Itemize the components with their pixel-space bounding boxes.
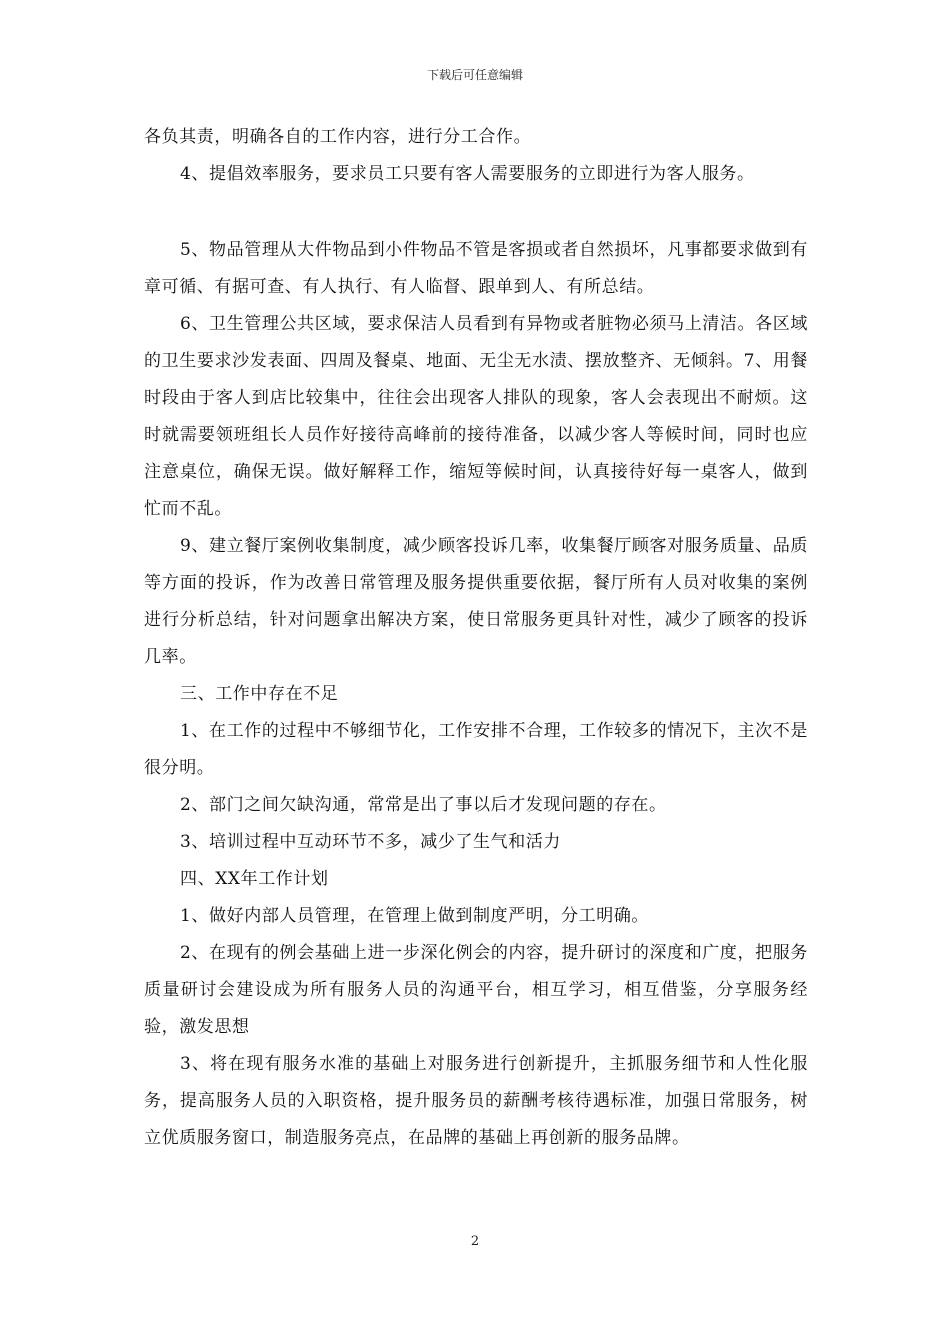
paragraph-shortcoming-3: 3、培训过程中互动环节不多，减少了生气和活力 xyxy=(180,832,562,852)
paragraph-item-4: 4、提倡效率服务，要求员工只要有客人需要服务的立即进行为客人服务。 xyxy=(180,164,755,184)
paragraph-item-9: 9、建立餐厅案例收集制度，减少顾客投诉几率，收集餐厅顾客对服务质量、品质等方面的投诉，作为改善日常管理及服务提供重要依据，餐厅所有人员对收集的案例进行分析总结，针对问题拿出解决方案，使日常服务更具针对性，减少了顾客的投诉几率。 xyxy=(144,536,808,667)
paragraph-item-6-7: 6、卫生管理公共区域，要求保洁人员看到有异物或者脏物必须马上清洁。各区域的卫生要求沙发表面、四周及餐桌、地面、无尘无水渍、摆放整齐、无倾斜。7、用餐时段由于客人到店比较集中，往往会出现客人排队的现象，客人会表现出不耐烦。这时就需要领班组长人员作好接待高峰前的接待准备，以减少客人等候时间，同时也应注意桌位，确保无误。做好解释工作，缩短等候时间，认真接待好每一桌客人，做到忙而不乱。 xyxy=(144,314,808,519)
page-number: 2 xyxy=(470,1234,480,1249)
paragraph-plan-1: 1、做好内部人员管理，在管理上做到制度严明，分工明确。 xyxy=(180,906,650,926)
paragraph-plan-3: 3、将在现有服务水准的基础上对服务进行创新提升，主抓服务细节和人性化服务，提高服务人员的入职资格，提升服务员的薪酬考核待遇标准，加强日常服务，树立优质服务窗口，制造服务亮点，在品牌的基础上再创新的服务品牌。 xyxy=(144,1054,808,1148)
page-header: 下载后可任意编辑 xyxy=(426,68,523,82)
document-body xyxy=(144,119,808,1157)
paragraph-shortcoming-2: 2、部门之间欠缺沟通，常常是出了事以后才发现问题的存在。 xyxy=(180,795,667,815)
paragraph-continuation: 各负其责，明确各自的工作内容，进行分工合作。 xyxy=(144,127,532,147)
paragraph-item-5: 5、物品管理从大件物品到小件物品不管是客损或者自然损坏，凡事都要求做到有章可循、有据可查、有人执行、有人临督、跟单到人、有所总结。 xyxy=(144,240,808,297)
paragraph-shortcoming-1: 1、在工作的过程中不够细节化，工作安排不合理，工作较多的情况下，主次不是很分明。 xyxy=(144,721,808,778)
section-heading-work-plan: 四、XX年工作计划 xyxy=(180,869,329,889)
paragraph-plan-2: 2、在现有的例会基础上进一步深化例会的内容，提升研讨的深度和广度，把服务质量研讨会建设成为所有服务人员的沟通平台，相互学习，相互借鉴，分享服务经验，激发思想 xyxy=(144,943,808,1037)
section-heading-shortcomings: 三、工作中存在不足 xyxy=(180,684,339,704)
